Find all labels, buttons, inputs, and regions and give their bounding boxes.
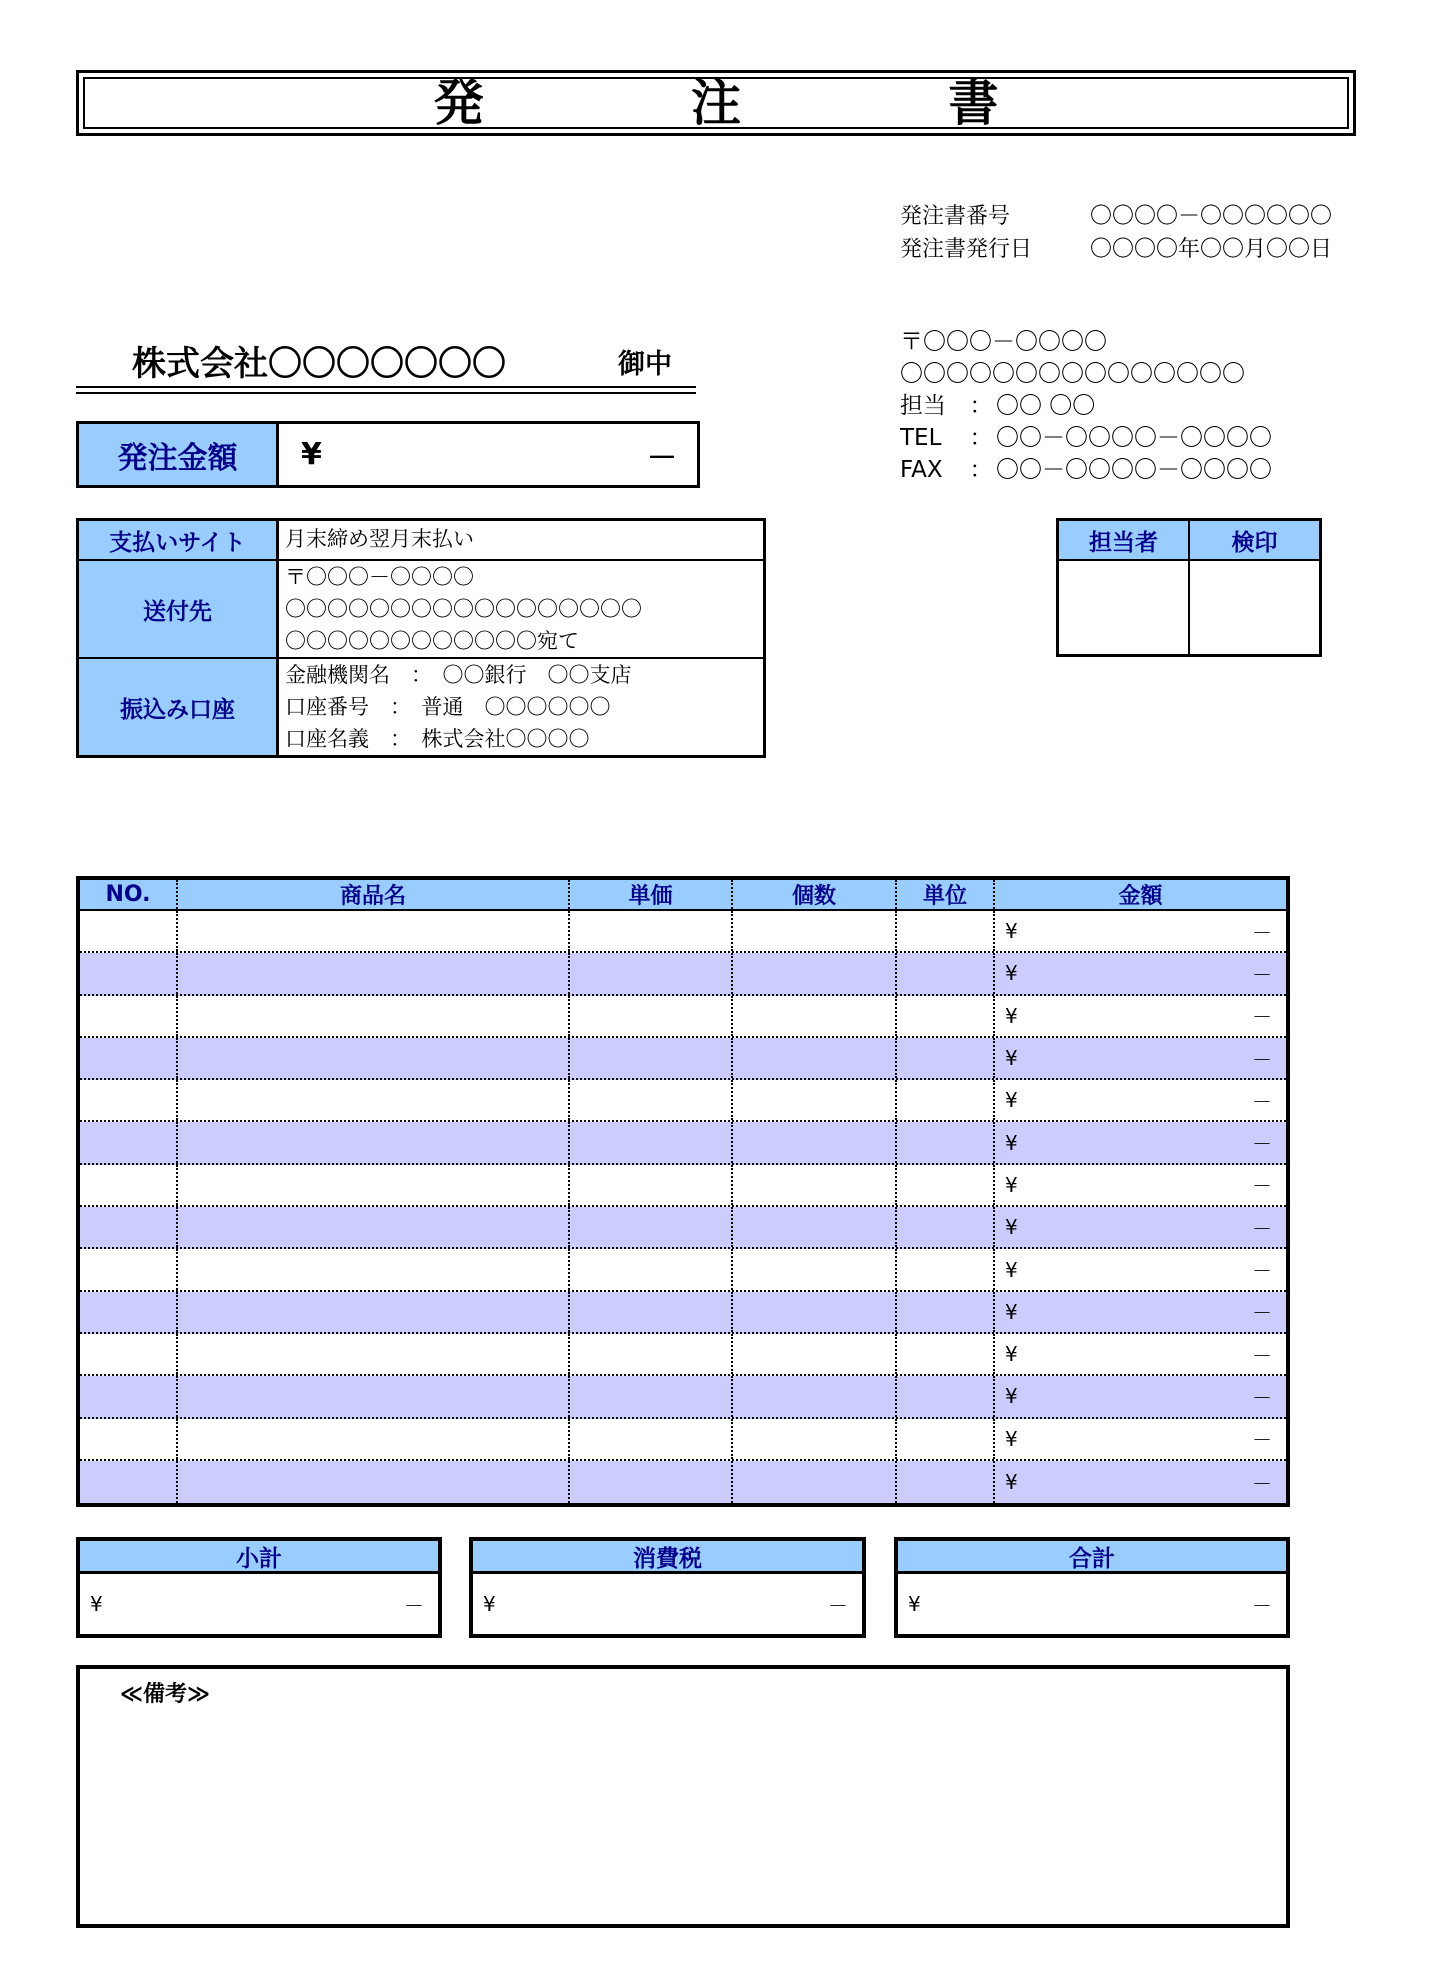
company-colon: ： [969, 457, 993, 483]
item-qty-cell[interactable] [733, 1419, 897, 1459]
item-price-cell[interactable] [570, 953, 733, 993]
payment-site-row [79, 521, 763, 561]
recipient [76, 330, 696, 390]
item-unit-cell[interactable] [897, 996, 995, 1036]
ship-to-line: 〒〇〇〇－〇〇〇〇 [285, 565, 474, 589]
payment-info-table [76, 518, 766, 758]
order-number-value: 〇〇〇〇－〇〇〇〇〇〇 [1090, 204, 1333, 229]
item-amount-currency: ¥ [1005, 1046, 1018, 1071]
item-name-cell[interactable] [178, 996, 570, 1036]
item-amount-cell [995, 1207, 1286, 1247]
item-amount-value: － [1252, 1174, 1272, 1199]
item-amount-currency: ¥ [1005, 961, 1018, 986]
item-no-cell[interactable] [80, 1376, 178, 1416]
subtotal-label: 小計 [80, 1541, 438, 1574]
item-amount-value: － [1252, 1385, 1272, 1410]
item-amount-currency: ¥ [1005, 1470, 1018, 1494]
subtotal-value: － [404, 1593, 424, 1618]
item-qty-cell[interactable] [733, 1461, 897, 1503]
item-amount-value: － [1252, 1216, 1272, 1241]
item-amount-value: － [1252, 1089, 1272, 1114]
item-price-cell[interactable] [570, 1165, 733, 1205]
order-total-amount: － [647, 440, 677, 476]
item-no-cell[interactable] [80, 1292, 178, 1332]
company-address: 〇〇〇〇〇〇〇〇〇〇〇〇〇〇〇 [900, 361, 1245, 387]
ship-to-label: 送付先 [79, 561, 279, 657]
item-unit-cell[interactable] [897, 1419, 995, 1459]
item-qty-cell[interactable] [733, 911, 897, 951]
bank-account-label: 振込み口座 [79, 659, 279, 755]
item-unit-cell[interactable] [897, 953, 995, 993]
table-row [80, 1038, 1286, 1080]
order-total-value [279, 424, 697, 485]
company-postal: 〒〇〇〇－〇〇〇〇 [900, 329, 1107, 355]
remarks-label: ≪備考≫ [120, 1682, 211, 1707]
ship-to-line: 〇〇〇〇〇〇〇〇〇〇〇〇〇〇〇〇〇 [285, 597, 642, 621]
item-unit-cell[interactable] [897, 1080, 995, 1120]
item-name-cell[interactable] [178, 1249, 570, 1289]
item-price-cell[interactable] [570, 1419, 733, 1459]
item-price-cell[interactable] [570, 1292, 733, 1332]
company-fax-row [900, 454, 1272, 486]
order-date-row [900, 233, 1332, 266]
item-no-cell[interactable] [80, 1165, 178, 1205]
item-amount-cell [995, 1461, 1286, 1503]
company-tel-label: TEL [900, 425, 942, 451]
item-price-cell[interactable] [570, 996, 733, 1036]
subtotal-currency: ¥ [90, 1592, 103, 1616]
table-row [80, 1461, 1286, 1503]
item-amount-value: － [1252, 962, 1272, 987]
issuer-company [900, 326, 1272, 486]
header-product-name: 商品名 [178, 880, 570, 909]
table-row [80, 996, 1286, 1038]
item-price-cell[interactable] [570, 1080, 733, 1120]
item-amount-currency: ¥ [1005, 1384, 1018, 1409]
table-row [80, 1334, 1286, 1376]
grand-total-currency: ¥ [908, 1592, 921, 1616]
item-amount-value: － [1252, 920, 1272, 945]
item-amount-currency: ¥ [1005, 1342, 1018, 1367]
grand-total-value: － [1252, 1593, 1272, 1618]
ship-to-line: 〇〇〇〇〇〇〇〇〇〇〇〇宛て [285, 629, 579, 653]
table-row [80, 953, 1286, 995]
item-qty-cell[interactable] [733, 953, 897, 993]
item-amount-cell [995, 1376, 1286, 1416]
bank-account-row [79, 659, 763, 755]
bank-account-cell [279, 659, 763, 755]
item-amount-cell [995, 1038, 1286, 1078]
item-amount-value: － [1252, 1047, 1272, 1072]
item-name-cell[interactable] [178, 1038, 570, 1078]
item-unit-cell[interactable] [897, 911, 995, 951]
bank-account-line: 口座番号 ： 普通 〇〇〇〇〇〇 [285, 695, 611, 719]
company-colon: ： [969, 425, 993, 451]
order-total-label: 発注金額 [79, 424, 279, 485]
item-amount-cell [995, 1165, 1286, 1205]
tax-label: 消費税 [473, 1541, 862, 1574]
table-row [80, 1122, 1286, 1164]
order-number-label: 発注書番号 [900, 204, 1011, 229]
item-amount-cell [995, 953, 1286, 993]
item-no-cell[interactable] [80, 1080, 178, 1120]
tax-value-cell [473, 1574, 862, 1634]
ship-to-cell [279, 561, 763, 657]
item-amount-value: － [1252, 1132, 1272, 1157]
company-tel-value: 〇〇－〇〇〇〇－〇〇〇〇 [996, 425, 1272, 451]
item-no-cell[interactable] [80, 1122, 178, 1162]
item-no-cell[interactable] [80, 996, 178, 1036]
item-amount-cell [995, 1249, 1286, 1289]
stamp-seal-label: 検印 [1188, 521, 1319, 559]
recipient-underline-top [76, 386, 696, 388]
item-amount-currency: ¥ [1005, 1426, 1018, 1451]
item-name-cell[interactable] [178, 1165, 570, 1205]
item-qty-cell[interactable] [733, 1292, 897, 1332]
item-amount-cell [995, 1334, 1286, 1374]
recipient-name: 株式会社〇〇〇〇〇〇〇 [132, 344, 506, 384]
tax-value: － [828, 1593, 848, 1618]
item-name-cell[interactable] [178, 1334, 570, 1374]
item-amount-cell [995, 1292, 1286, 1332]
item-unit-cell[interactable] [897, 1249, 995, 1289]
item-qty-cell[interactable] [733, 1122, 897, 1162]
item-qty-cell[interactable] [733, 1038, 897, 1078]
item-amount-cell [995, 1122, 1286, 1162]
company-colon: ： [969, 393, 993, 419]
item-amount-currency: ¥ [1005, 1257, 1018, 1282]
item-amount-cell [995, 911, 1286, 951]
item-amount-currency: ¥ [1005, 1299, 1018, 1324]
item-unit-cell[interactable] [897, 1292, 995, 1332]
item-amount-currency: ¥ [1005, 1003, 1018, 1028]
item-amount-currency: ¥ [1005, 919, 1018, 944]
order-number-row [900, 200, 1332, 233]
item-unit-cell[interactable] [897, 1122, 995, 1162]
item-name-cell[interactable] [178, 1207, 570, 1247]
item-no-cell[interactable] [80, 1038, 178, 1078]
table-row [80, 911, 1286, 953]
grand-total-label: 合計 [898, 1541, 1286, 1574]
item-unit-cell[interactable] [897, 1165, 995, 1205]
item-amount-cell [995, 1419, 1286, 1459]
header-no: NO. [80, 880, 178, 909]
table-row [80, 1292, 1286, 1334]
header-unit-price: 単価 [570, 880, 733, 909]
table-row [80, 1419, 1286, 1461]
item-no-cell[interactable] [80, 911, 178, 951]
header-quantity: 個数 [733, 880, 897, 909]
company-fax-value: 〇〇－〇〇〇〇－〇〇〇〇 [996, 457, 1272, 483]
items-header-row [80, 880, 1286, 911]
company-tel-row [900, 422, 1272, 454]
payment-site-value: 月末締め翌月末払い [285, 527, 474, 551]
items-body [80, 911, 1286, 1503]
subtotal-box [76, 1537, 442, 1638]
table-row [80, 1207, 1286, 1249]
item-unit-cell[interactable] [897, 1334, 995, 1374]
item-no-cell[interactable] [80, 1461, 178, 1503]
item-amount-value: － [1252, 1259, 1272, 1284]
stamp-person-label: 担当者 [1089, 529, 1158, 556]
item-no-cell[interactable] [80, 953, 178, 993]
company-fax-label: FAX [900, 457, 943, 483]
item-amount-currency: ¥ [1005, 1130, 1018, 1155]
table-row [80, 1376, 1286, 1418]
tax-currency: ¥ [483, 1592, 496, 1616]
table-row [80, 1080, 1286, 1122]
item-name-cell[interactable] [178, 1419, 570, 1459]
item-qty-cell[interactable] [733, 1165, 897, 1205]
item-amount-currency: ¥ [1005, 1172, 1018, 1197]
order-total-currency: ¥ [301, 437, 322, 472]
stamp-seal-cell[interactable] [1188, 561, 1319, 654]
order-date-value: 〇〇〇〇年〇〇月〇〇日 [1090, 237, 1333, 262]
item-price-cell[interactable] [570, 1376, 733, 1416]
item-name-cell[interactable] [178, 911, 570, 951]
item-amount-value: － [1252, 1005, 1272, 1030]
item-amount-currency: ¥ [1005, 1215, 1018, 1240]
item-name-cell[interactable] [178, 1292, 570, 1332]
item-qty-cell[interactable] [733, 1376, 897, 1416]
item-amount-cell [995, 996, 1286, 1036]
stamp-body [1059, 561, 1319, 654]
item-amount-value: － [1252, 1343, 1272, 1368]
item-price-cell[interactable] [570, 1122, 733, 1162]
title-frame [76, 70, 1356, 136]
recipient-suffix: 御中 [618, 349, 672, 380]
item-no-cell[interactable] [80, 1334, 178, 1374]
order-meta [900, 200, 1332, 266]
subtotal-value-cell [80, 1574, 438, 1634]
bank-account-line: 金融機関名 ： 〇〇銀行 〇〇支店 [285, 663, 632, 687]
header-unit: 単位 [897, 880, 995, 909]
item-name-cell[interactable] [178, 1122, 570, 1162]
stamp-header [1059, 521, 1319, 561]
item-name-cell[interactable] [178, 1376, 570, 1416]
item-price-cell[interactable] [570, 1207, 733, 1247]
items-table [76, 876, 1290, 1507]
item-qty-cell[interactable] [733, 1334, 897, 1374]
item-price-cell[interactable] [570, 1461, 733, 1503]
title-inner-border [83, 74, 1349, 132]
item-price-cell[interactable] [570, 911, 733, 951]
item-name-cell[interactable] [178, 1461, 570, 1503]
item-price-cell[interactable] [570, 1249, 733, 1289]
item-qty-cell[interactable] [733, 1080, 897, 1120]
company-contact-value: 〇〇 〇〇 [996, 393, 1096, 419]
company-contact-row [900, 390, 1272, 422]
item-price-cell[interactable] [570, 1038, 733, 1078]
payment-site-cell [279, 521, 763, 559]
item-unit-cell[interactable] [897, 1461, 995, 1503]
header-amount: 金額 [1118, 884, 1163, 909]
item-amount-value: － [1252, 1301, 1272, 1326]
item-amount-cell [995, 1080, 1286, 1120]
document-title: 発 注 書 [433, 74, 1094, 132]
item-no-cell[interactable] [80, 1207, 178, 1247]
item-amount-currency: ¥ [1005, 1088, 1018, 1113]
item-qty-cell[interactable] [733, 1207, 897, 1247]
company-contact-label: 担当 [900, 393, 946, 419]
item-no-cell[interactable] [80, 1249, 178, 1289]
item-name-cell[interactable] [178, 953, 570, 993]
item-no-cell[interactable] [80, 1419, 178, 1459]
item-qty-cell[interactable] [733, 996, 897, 1036]
order-date-label: 発注書発行日 [900, 237, 1033, 262]
ship-to-row [79, 561, 763, 659]
remarks-box[interactable] [76, 1665, 1290, 1928]
item-amount-value: － [1252, 1428, 1272, 1453]
item-amount-value: － [1252, 1471, 1272, 1496]
item-price-cell[interactable] [570, 1334, 733, 1374]
table-row [80, 1165, 1286, 1207]
item-name-cell[interactable] [178, 1080, 570, 1120]
item-unit-cell[interactable] [897, 1038, 995, 1078]
order-total-box [76, 421, 700, 488]
recipient-underline-bottom [76, 392, 696, 394]
grand-total-box [894, 1537, 1290, 1638]
item-unit-cell[interactable] [897, 1207, 995, 1247]
item-qty-cell[interactable] [733, 1249, 897, 1289]
payment-site-label: 支払いサイト [79, 521, 279, 559]
table-row [80, 1249, 1286, 1291]
grand-total-value-cell [898, 1574, 1286, 1634]
approval-stamp-box [1056, 518, 1322, 657]
stamp-person-cell[interactable] [1059, 561, 1188, 654]
tax-box [469, 1537, 866, 1638]
bank-account-line: 口座名義 ： 株式会社〇〇〇〇 [285, 727, 590, 751]
item-unit-cell[interactable] [897, 1376, 995, 1416]
